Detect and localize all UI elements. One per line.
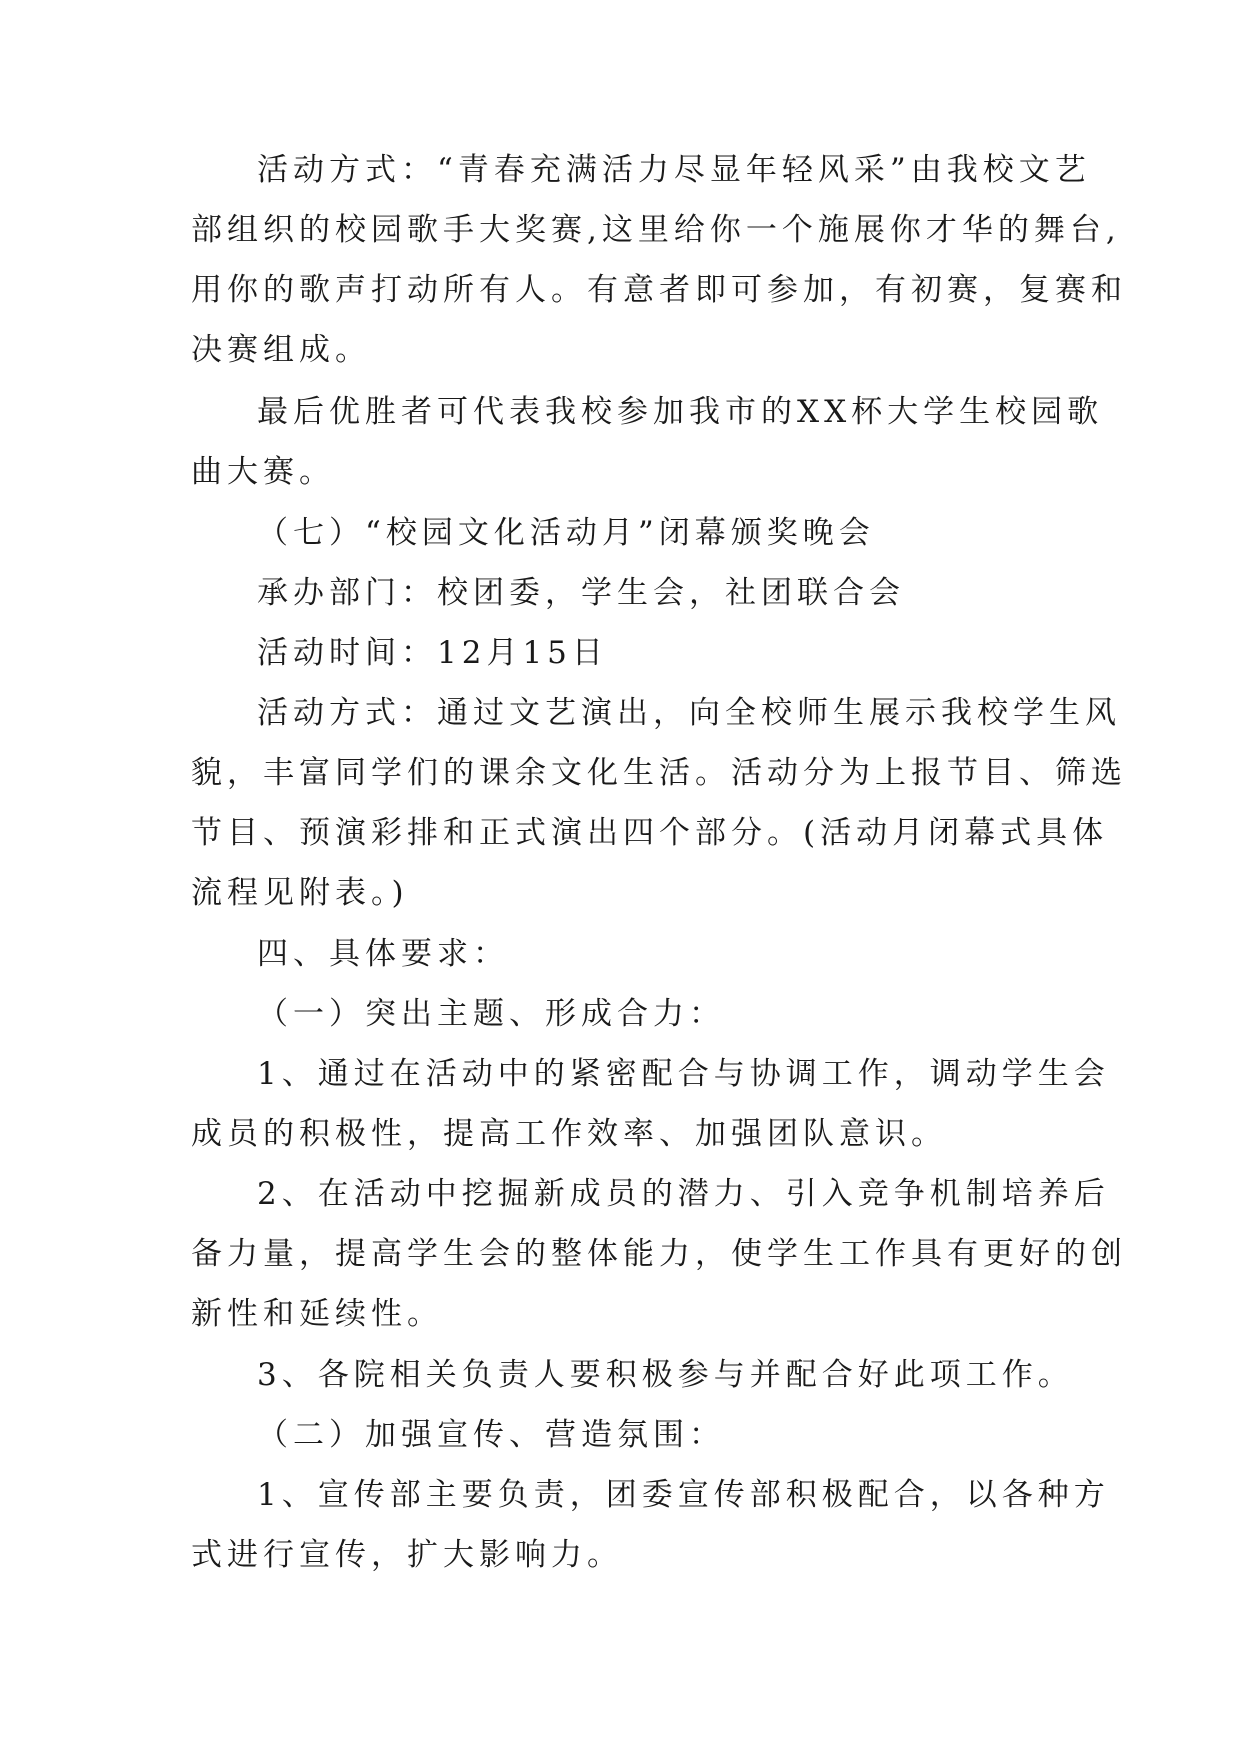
paragraph-line: 曲大赛。 bbox=[191, 454, 335, 490]
paragraph-line: 3、各院相关负责人要积极参与并配合好此项工作。 bbox=[257, 1357, 1074, 1393]
paragraph-line: 1、宣传部主要负责，团委宣传部积极配合，以各种方 bbox=[257, 1477, 1110, 1513]
paragraph-line: 活动方式：“青春充满活力尽显年轻风采”由我校文艺 bbox=[257, 152, 1091, 188]
paragraph-line: 1、通过在活动中的紧密配合与协调工作，调动学生会 bbox=[257, 1056, 1110, 1092]
paragraph-line: 新性和延续性。 bbox=[191, 1296, 443, 1332]
paragraph-line: 备力量，提高学生会的整体能力，使学生工作具有更好的创 bbox=[191, 1236, 1127, 1272]
paragraph-line: 流程见附表。) bbox=[191, 875, 409, 911]
paragraph-line: 成员的积极性，提高工作效率、加强团队意识。 bbox=[191, 1116, 947, 1152]
section-heading: （七）“校园文化活动月”闭幕颁奖晚会 bbox=[257, 515, 875, 551]
paragraph-line: 活动方式：通过文艺演出，向全校师生展示我校学生风 bbox=[257, 695, 1121, 731]
paragraph-line: 最后优胜者可代表我校参加我市的XX杯大学生校园歌 bbox=[257, 394, 1104, 430]
paragraph-line: 活动时间：12月15日 bbox=[257, 635, 608, 671]
paragraph-line: 式进行宣传，扩大影响力。 bbox=[191, 1537, 623, 1573]
paragraph-line: 部组织的校园歌手大奖赛,这里给你一个施展你才华的舞台, bbox=[191, 212, 1121, 248]
section-heading: 四、具体要求： bbox=[257, 936, 509, 972]
paragraph-line: 决赛组成。 bbox=[191, 332, 371, 368]
paragraph-line: 用你的歌声打动所有人。有意者即可参加，有初赛，复赛和 bbox=[191, 272, 1127, 308]
section-heading: （二）加强宣传、营造氛围： bbox=[257, 1417, 725, 1453]
paragraph-line: 貌，丰富同学们的课余文化生活。活动分为上报节目、筛选 bbox=[191, 755, 1127, 791]
section-heading: （一）突出主题、形成合力： bbox=[257, 996, 725, 1032]
paragraph-line: 承办部门：校团委，学生会，社团联合会 bbox=[257, 575, 905, 611]
paragraph-line: 2、在活动中挖掘新成员的潜力、引入竞争机制培养后 bbox=[257, 1176, 1110, 1212]
paragraph-line: 节目、预演彩排和正式演出四个部分。(活动月闭幕式具体 bbox=[191, 815, 1109, 851]
